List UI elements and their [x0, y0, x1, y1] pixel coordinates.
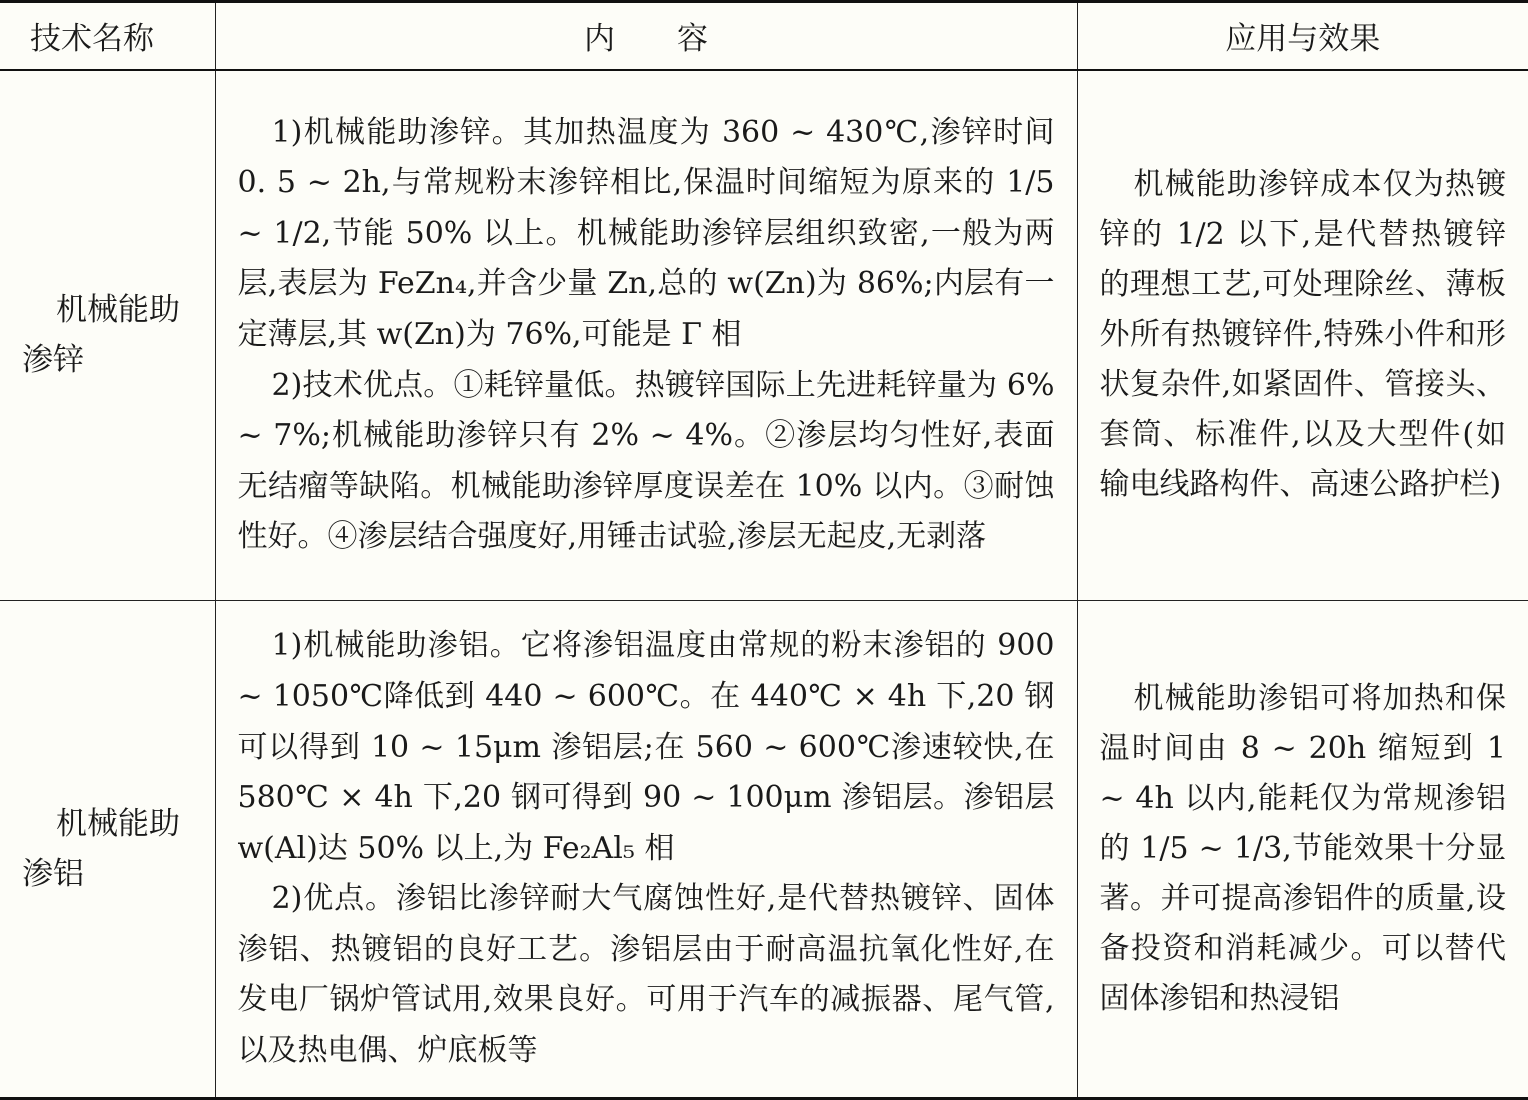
effect-paragraph: 机械能助渗铝可将加热和保温时间由 8 ~ 20h 缩短到 1 ~ 4h 以内,能耗仅为常规渗铝的 1/5 ~ 1/3,节能效果十分显著。并可提高渗铝件的质量,设备投资和消耗减少。可以替代固体渗铝和热浸铝	[1099, 681, 1506, 1016]
content-paragraph: 2)优点。渗铝比渗锌耐大气腐蚀性好,是代替热镀锌、固体渗铝、热镀铝的良好工艺。渗铝层由于耐高温抗氧化性好,在发电厂锅炉管试用,效果良好。可用于汽车的减振器、尾气管,以及热电偶、炉底板等	[237, 881, 1055, 1069]
tech-name-cell: 机械能助渗锌	[0, 70, 215, 601]
effect-paragraph: 机械能助渗锌成本仅为热镀锌的 1/2 以下,是代替热镀锌的理想工艺,可处理除丝、薄板外所有热镀锌件,特殊小件和形状复杂件,如紧固件、管接头、套筒、标准件,以及大型件(如输电线路构件、高速公路护栏)	[1099, 167, 1506, 503]
table-row	[0, 70, 1528, 601]
content-paragraph: 2)技术优点。①耗锌量低。热镀锌国际上先进耗锌量为 6% ~ 7%;机械能助渗锌只有 2% ~ 4%。②渗层均匀性好,表面无结瘤等缺陷。机械能助渗锌厚度误差在 10% 以内。③耐蚀性好。④渗层结合强度好,用锤击试验,渗层无起皮,无剥落	[237, 367, 1055, 555]
content-paragraph: 1)机械能助渗铝。它将渗铝温度由常规的粉末渗铝的 900 ~ 1050℃降低到 440 ~ 600℃。在 440℃ × 4h 下,20 钢可以得到 10 ~ 15μm 渗铝层;在 560 ~ 600℃渗速较快,在 580℃ × 4h 下,20 钢可得到 90 ~ 100μm 渗铝层。渗铝层 w(Al)达 50% 以上,为 Fe₂Al₅ 相	[237, 628, 1055, 866]
tech-name-cell: 机械能助渗铝	[0, 601, 215, 1099]
content-cell	[215, 70, 1077, 601]
header-tech-name: 技术名称	[0, 2, 215, 70]
content-paragraph: 1)机械能助渗锌。其加热温度为 360 ~ 430℃,渗锌时间 0. 5 ~ 2h,与常规粉末渗锌相比,保温时间缩短为原来的 1/5 ~ 1/2,节能 50% 以上。机械能助渗锌层组织致密,一般为两层,表层为 FeZn₄,并含少量 Zn,总的 w(Zn)为 86%;内层有一定薄层,其 w(Zn)为 76%,可能是 Γ 相	[237, 114, 1055, 352]
table-row	[0, 601, 1528, 1099]
content-cell	[215, 601, 1077, 1099]
header-application-effect: 应用与效果	[1077, 2, 1528, 70]
effect-cell	[1077, 70, 1528, 601]
table-header-row	[0, 2, 1528, 70]
header-content: 内 容	[215, 2, 1077, 70]
effect-cell	[1077, 601, 1528, 1099]
